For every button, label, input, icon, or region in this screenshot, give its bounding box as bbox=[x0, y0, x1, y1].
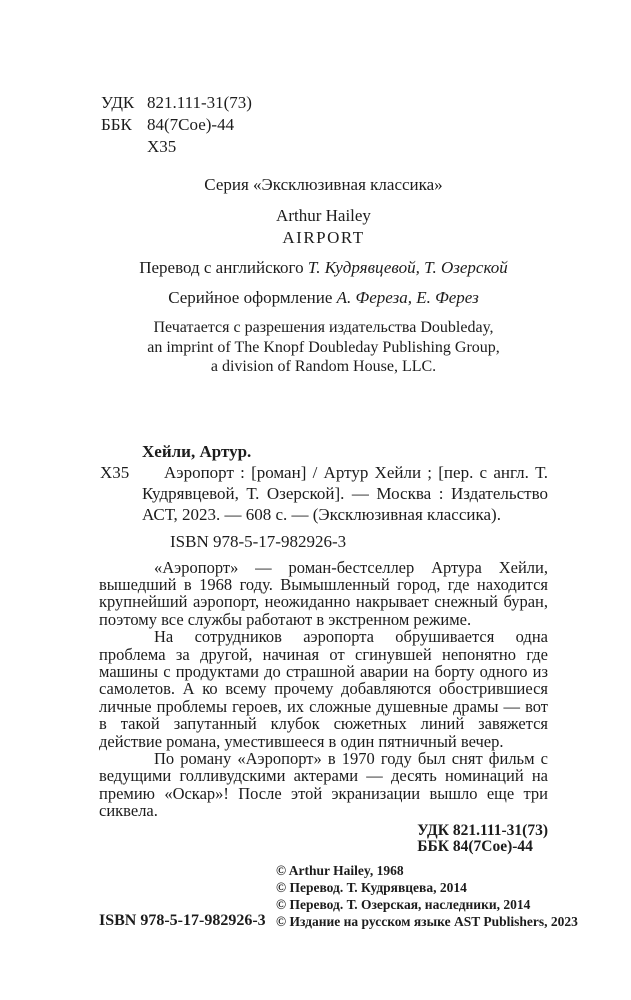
bbk-value: 84(7Сое)-44 bbox=[147, 115, 235, 134]
translation-line bbox=[99, 257, 548, 279]
copyright-line: © Перевод. Т. Кудрявцева, 2014 bbox=[276, 880, 467, 896]
copyright-line: © Arthur Hailey, 1968 bbox=[276, 863, 404, 879]
annotation-paragraph: На сотрудников аэропорта обрушивается одна проблема за другой, начиная от сгинувшей непонятно где машины с продуктами до страшной аварии на борту одного из самолетов. А ко всему прочему добавляются обострившиеся личные проблемы героев, их сложные душевные драмы — вот в такой запутанный клубок сюжетных линий завяжется действие романа, уместившееся в один пятничный вечер. bbox=[99, 627, 548, 751]
catalog-description: Аэропорт : [роман] / Артур Хейли ; [пер. с англ. Т. Кудрявцевой, Т. Озерской]. — Москва : Издательство АСТ, 2023. — 608 с. — (Эксклюзивная классика). bbox=[142, 462, 548, 524]
annotation-paragraph: «Аэропорт» — роман-бестселлер Артура Хейли, вышедший в 1968 году. Вымышленный город, где находится крупнейший аэропорт, неожиданно накрывает снежный буран, поэтому все службы работают в экстренном режиме. bbox=[99, 557, 548, 629]
imprint-row bbox=[99, 862, 578, 930]
permission-line: a division of Random House, LLC. bbox=[210, 358, 437, 375]
author-sign-row bbox=[101, 136, 548, 158]
bottom-classification-codes bbox=[99, 823, 548, 857]
catalog-isbn: ISBN 978-5-17-982926-3 bbox=[170, 531, 347, 551]
original-author: Arthur Hailey bbox=[276, 206, 371, 225]
author-sign-top: Х35 bbox=[147, 137, 177, 156]
udk-label: УДК bbox=[101, 93, 135, 112]
copyright-line: © Перевод. Т. Озерская, наследники, 2014 bbox=[276, 897, 531, 913]
copyright-line: © Издание на русском языке AST Publishers, 2023 bbox=[276, 914, 578, 930]
bottom-bbk: ББК 84(7Сое)-44 bbox=[417, 838, 533, 856]
translation-prefix: Перевод с английского bbox=[139, 258, 308, 277]
design-line bbox=[99, 287, 548, 309]
bottom-codes-inner bbox=[417, 823, 548, 856]
permission-note bbox=[99, 318, 548, 377]
series-title: Серия «Эксклюзивная классика» bbox=[204, 175, 443, 194]
catalog-author-sign: Х35 bbox=[100, 462, 130, 482]
translator-names: Т. Кудрявцевой, Т. Озерской bbox=[307, 258, 508, 277]
original-author-title bbox=[99, 205, 548, 249]
annotation-paragraph: По роману «Аэропорт» в 1970 году был снят фильм с ведущими голливудскими актерами — десять номинаций на премию «Оскар»! После этой экранизации вышло еще три сиквела. bbox=[99, 748, 548, 821]
catalog-card bbox=[100, 441, 548, 552]
permission-line: Печатается с разрешения издательства Doubleday, bbox=[153, 319, 494, 336]
udk-value: 821.111-31(73) bbox=[147, 93, 252, 112]
designer-names: А. Фереза, Е. Ферез bbox=[336, 288, 479, 307]
catalog-author-heading: Хейли, Артур. bbox=[142, 441, 252, 461]
annotation bbox=[99, 559, 548, 820]
udk-row bbox=[101, 92, 548, 114]
original-title: AIRPORT bbox=[282, 228, 365, 247]
bottom-isbn: ISBN 978-5-17-982926-3 bbox=[99, 912, 266, 930]
bbk-label: ББК bbox=[101, 115, 132, 134]
permission-line: an imprint of The Knopf Doubleday Publishing Group, bbox=[147, 338, 500, 356]
bbk-row bbox=[101, 114, 548, 136]
top-classification-codes bbox=[101, 92, 548, 158]
copyright-block bbox=[276, 862, 578, 930]
bottom-udk: УДК 821.111-31(73) bbox=[417, 821, 548, 839]
design-prefix: Серийное оформление bbox=[168, 288, 337, 307]
